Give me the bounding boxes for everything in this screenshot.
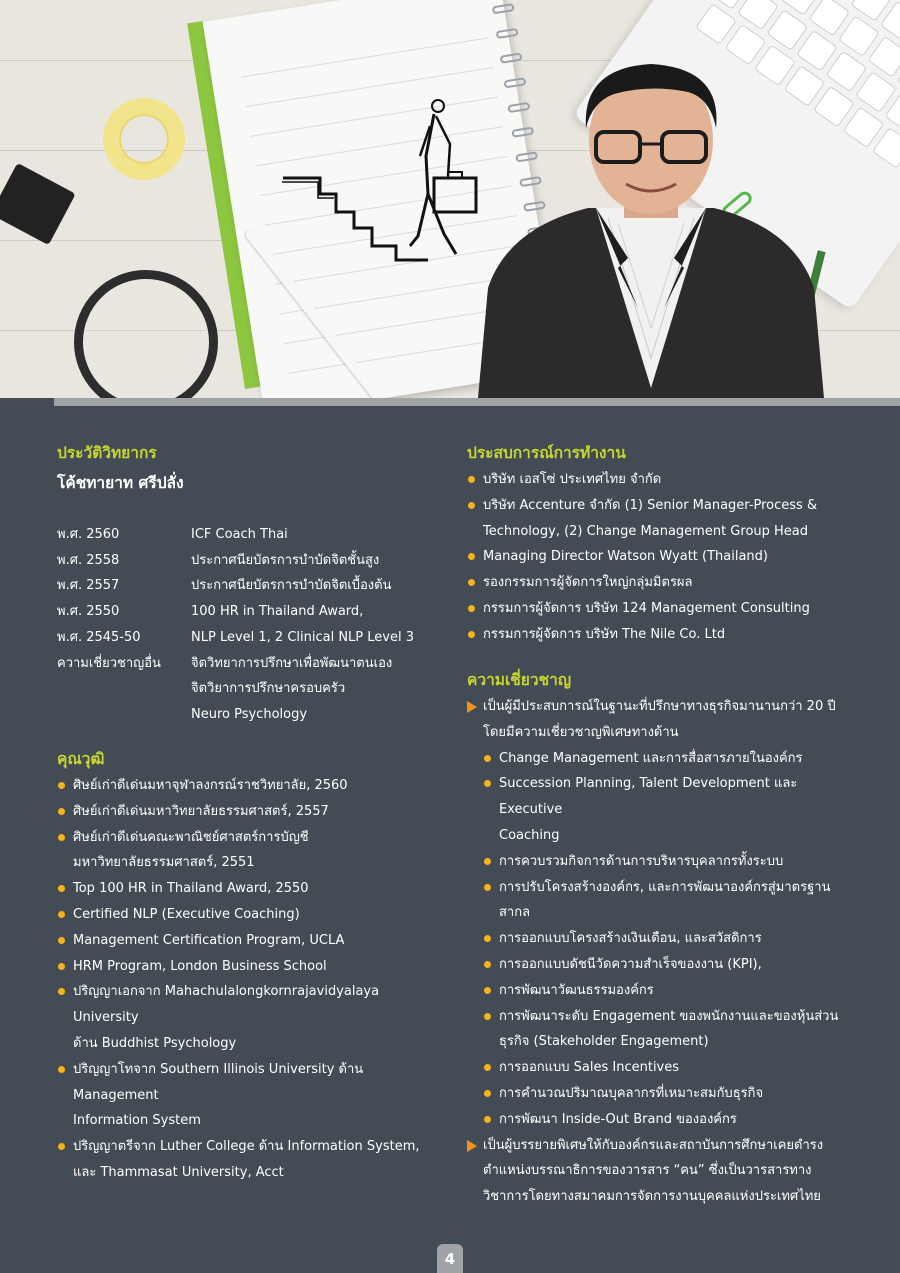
experience-item-text: กรรมการผู้จัดการ บริษัท The Nile Co. Ltd — [483, 626, 726, 642]
timeline-row — [57, 552, 437, 570]
expertise-sublist — [467, 746, 845, 1133]
expertise-item — [483, 849, 845, 875]
timeline-year: พ.ศ. 2550 — [57, 604, 120, 619]
expertise-item — [483, 1081, 845, 1107]
expertise-intro-text: โดยมีความเชี่ยวชาญพิเศษทางด้าน — [483, 724, 679, 740]
qualification-item-text: มหาวิทยาลัยธรรมศาสตร์, 2551 — [73, 855, 255, 871]
experience-item — [467, 596, 845, 622]
expertise-item — [483, 926, 845, 952]
bio-heading: ประวัติวิทยากร — [57, 444, 157, 462]
page-number: 4 — [437, 1244, 463, 1273]
expertise-outro-text: วิชาการโดยทางสมาคมการจัดการงานบุคคลแห่งประเทศไทย — [483, 1189, 821, 1205]
qualification-item — [57, 1057, 437, 1134]
expertise-item-text: การพัฒนา Inside-Out Brand ขององค์กร — [499, 1111, 737, 1127]
binder-clip-icon — [0, 163, 76, 245]
expertise-heading: ความเชี่ยวชาญ — [467, 671, 572, 689]
timeline-year: พ.ศ. 2558 — [57, 553, 120, 568]
timeline-description: ประกาศนียบัตรการบำบัดจิตเบื้องต้น — [191, 578, 392, 593]
expertise-item-text: Coaching — [499, 827, 560, 843]
experience-item — [467, 570, 845, 596]
timeline-row — [57, 526, 437, 544]
experience-item-text: กรรมการผู้จัดการ บริษัท 124 Management Consulting — [483, 600, 810, 616]
timeline-row — [57, 680, 437, 698]
expertise-intro-text: เป็นผู้มีประสบการณ์ในฐานะที่ปรึกษาทางธุรกิจมานานกว่า 20 ปี — [483, 699, 836, 714]
experience-item — [467, 467, 845, 493]
timeline-row — [57, 655, 437, 673]
qualification-item-text: ปริญญาเอกจาก Mahachulalongkornrajavidyalaya University — [73, 984, 380, 1026]
expertise-item — [483, 1107, 845, 1133]
qualification-item-text: ปริญญาตรีจาก Luther College ด้าน Information System, — [73, 1139, 420, 1155]
timeline-description: จิตวิทยาการปรึกษาเพื่อพัฒนาตนเอง — [191, 656, 393, 671]
timeline-description: ประกาศนียบัตรการบำบัดจิตชั้นสูง — [191, 553, 380, 568]
expertise-outro — [467, 1133, 845, 1210]
experience-item-text: รองกรรมการผู้จัดการใหญ่กลุ่มมิตรผล — [483, 575, 693, 591]
experience-item — [467, 622, 845, 648]
experience-list — [467, 467, 845, 648]
expertise-item-text: การคำนวณปริมาณบุคลากรที่เหมาะสมกับธุรกิจ — [499, 1085, 764, 1101]
expertise-outro-text: เป็นผู้บรรยายพิเศษให้กับองค์กรและสถาบันการศึกษาเคยดำรง — [483, 1137, 824, 1153]
qualification-item — [57, 799, 437, 825]
expertise-item-text: Change Management และการสื่อสารภายในองค์กร — [499, 750, 803, 766]
timeline-description: 100 HR in Thailand Award, — [191, 604, 364, 619]
expertise-item-text: การออกแบบโครงสร้างเงินเดือน, และสวัสดิการ — [499, 931, 762, 947]
expertise-item-text: การควบรวมกิจการด้านการบริหารบุคลากรทั้งระบบ — [499, 853, 784, 869]
experience-item-text: Managing Director Watson Wyatt (Thailand) — [483, 549, 768, 565]
qualification-item — [57, 825, 437, 877]
expertise-list — [467, 694, 845, 1210]
expertise-item — [483, 952, 845, 978]
expertise-item-text: การปรับโครงสร้างองค์กร, และการพัฒนาองค์กรสู่มาตรฐาน — [499, 879, 831, 895]
qualification-item — [57, 954, 437, 980]
arrow-icon — [467, 701, 477, 713]
qualification-item — [57, 979, 437, 1056]
timeline-description: ICF Coach Thai — [191, 527, 288, 542]
expertise-item — [483, 1004, 845, 1056]
experience-item-text: บริษัท เอสโซ่ ประเทศไทย จำกัด — [483, 472, 662, 487]
timeline-year: พ.ศ. 2545-50 — [57, 630, 141, 645]
arrow-icon — [467, 1140, 477, 1152]
timeline-year: พ.ศ. 2557 — [57, 578, 120, 593]
timeline-row — [57, 603, 437, 621]
expertise-item-text: ธุรกิจ (Stakeholder Engagement) — [499, 1034, 709, 1050]
expertise-item-text: การพัฒนาระดับ Engagement ของพนักงานและของหุ้นส่วน — [499, 1008, 839, 1024]
expertise-item-text: Succession Planning, Talent Development และ Executive — [499, 776, 798, 818]
stairs-sketch-icon — [278, 96, 498, 266]
qualification-item — [57, 1134, 437, 1186]
expertise-item — [483, 771, 845, 848]
timeline-row — [57, 706, 437, 724]
expertise-item — [483, 746, 845, 772]
qualification-item — [57, 928, 437, 954]
speaker-name: โค้ชทายาท ศรีปลั่ง — [57, 474, 184, 492]
expertise-outro-text: ตำแหน่งบรรณาธิการของวารสาร “คน” ซึ่งเป็นวารสารทาง — [483, 1163, 812, 1179]
speaker-portrait — [478, 58, 824, 398]
qualification-item — [57, 773, 437, 799]
magnifier-icon — [74, 270, 218, 398]
timeline-description: จิตวิยาการปรึกษาครอบครัว — [191, 681, 346, 696]
qualifications-heading: คุณวุฒิ — [57, 750, 105, 768]
timeline-year: พ.ศ. 2560 — [57, 527, 120, 542]
qualification-item-text: และ Thammasat University, Acct — [73, 1164, 284, 1180]
experience-item-text: Technology, (2) Change Management Group Head — [483, 523, 809, 539]
timeline-description: NLP Level 1, 2 Clinical NLP Level 3 — [191, 630, 414, 645]
expertise-item — [483, 1055, 845, 1081]
expertise-item — [483, 875, 845, 927]
expertise-intro — [467, 694, 845, 746]
qualification-item-text: Information System — [73, 1113, 201, 1129]
expertise-item-text: การพัฒนาวัฒนธรรมองค์กร — [499, 982, 654, 998]
qualification-item-text: Management Certification Program, UCLA — [73, 932, 345, 948]
tape-roll-icon — [103, 98, 185, 180]
qualifications-list — [57, 773, 437, 1186]
expertise-item-text: การออกแบบ Sales Incentives — [499, 1060, 680, 1076]
expertise-item-text: การออกแบบดัชนีวัดความสำเร็จของงาน (KPI), — [499, 956, 762, 972]
timeline-row — [57, 577, 437, 595]
timeline-year: ความเชี่ยวชาญอื่น — [57, 656, 161, 671]
qualification-item-text: Top 100 HR in Thailand Award, 2550 — [73, 881, 309, 897]
qualification-item-text: ศิษย์เก่าดีเด่นคณะพาณิชย์ศาสตร์การบัญชี — [73, 829, 309, 845]
experience-item — [467, 493, 845, 545]
qualification-item-text: Certified NLP (Executive Coaching) — [73, 906, 300, 922]
qualification-item-text: HRM Program, London Business School — [73, 958, 327, 974]
hero-photo — [0, 0, 900, 398]
qualification-item-text: ปริญญาโทจาก Southern Illinois University ด้าน Management — [73, 1061, 364, 1103]
timeline-description: Neuro Psychology — [191, 707, 308, 722]
timeline-row — [57, 629, 437, 647]
divider-bar — [54, 398, 900, 406]
qualification-item-text: ด้าน Buddhist Psychology — [73, 1035, 237, 1051]
experience-item — [467, 544, 845, 570]
expertise-item — [483, 978, 845, 1004]
experience-heading: ประสบการณ์การทำงาน — [467, 444, 626, 462]
qualification-item — [57, 876, 437, 902]
qualification-item — [57, 902, 437, 928]
qualification-item-text: ศิษย์เก่าดีเด่นมหาจุฬาลงกรณ์ราชวิทยาลัย, 2560 — [73, 778, 348, 793]
experience-item-text: บริษัท Accenture จำกัด (1) Senior Manager-Process & — [483, 497, 818, 513]
expertise-item-text: สากล — [499, 905, 531, 921]
qualification-item-text: ศิษย์เก่าดีเด่นมหาวิทยาลัยธรรมศาสตร์, 2557 — [73, 803, 329, 819]
